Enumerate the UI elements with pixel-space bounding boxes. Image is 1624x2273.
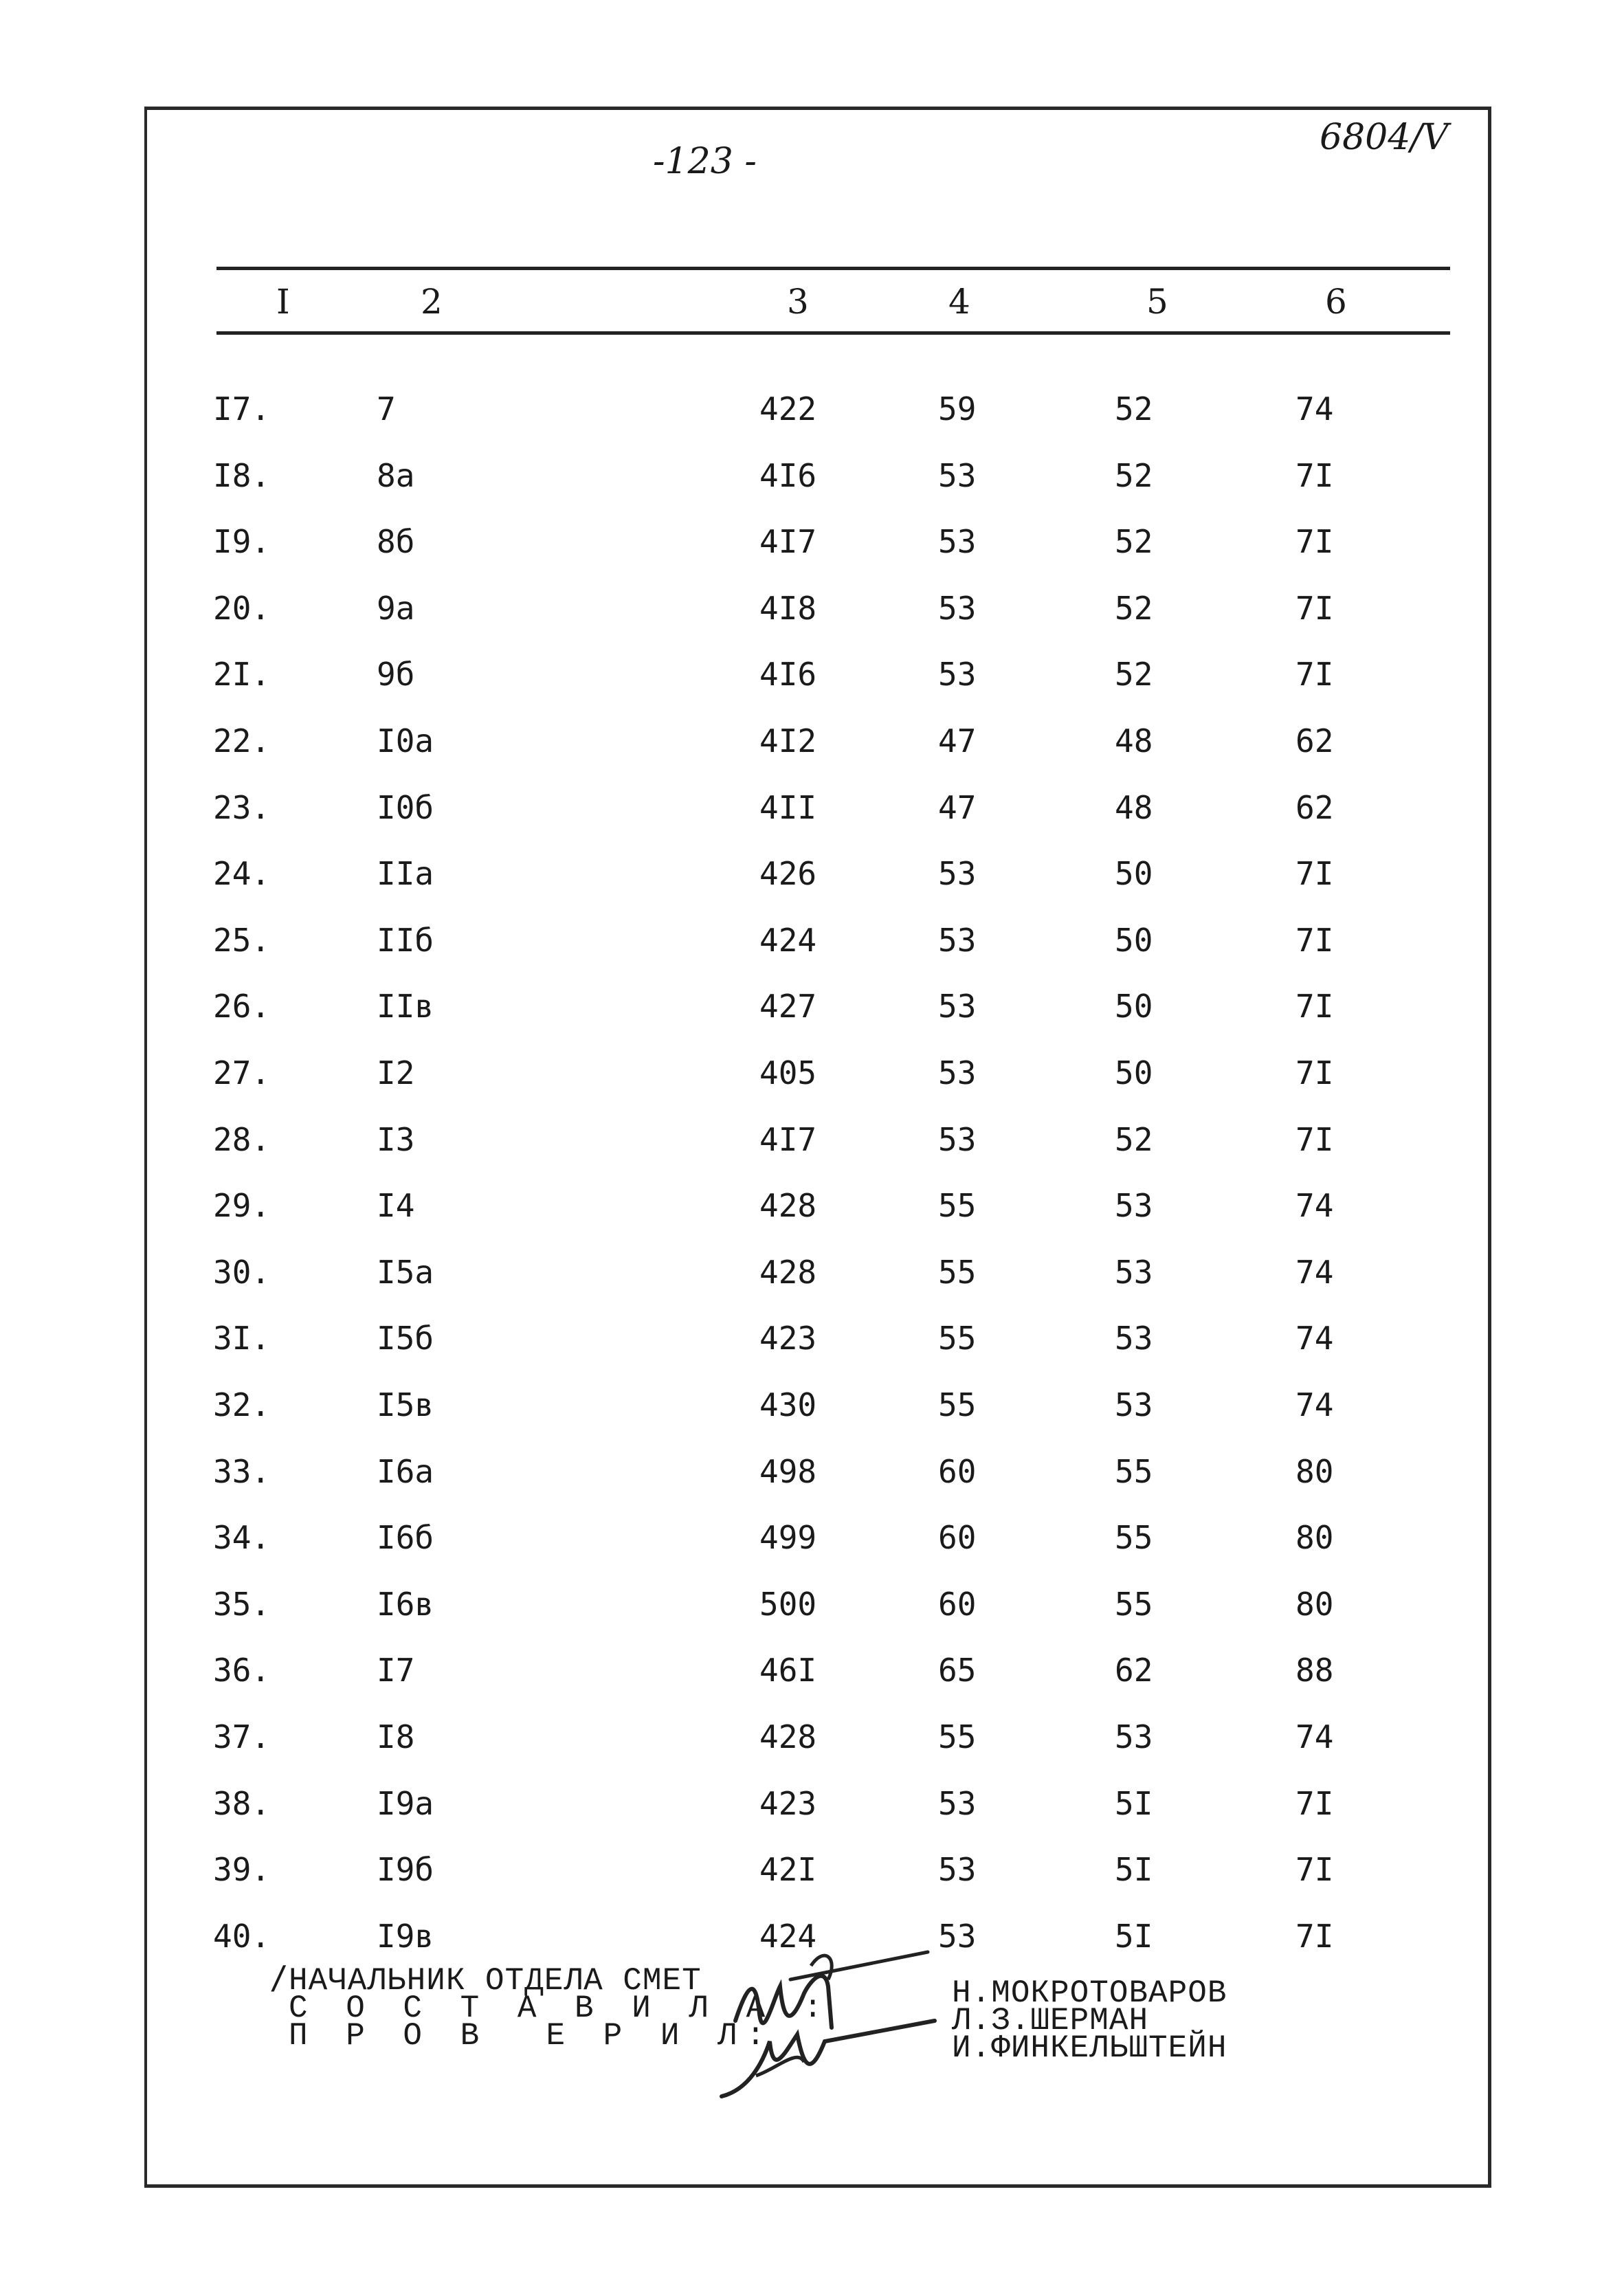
value-col-4: 53 (938, 921, 977, 959)
value-col-4: 55 (938, 1386, 977, 1423)
value-col-4: 53 (938, 1784, 977, 1822)
item-code: 9а (377, 589, 415, 627)
value-col-4: 55 (938, 1253, 977, 1291)
document-code: 6804/Ⅴ (1320, 117, 1449, 158)
value-col-3: 4I8 (759, 589, 817, 627)
value-col-4: 53 (938, 1120, 977, 1158)
table-row (0, 390, 1624, 456)
table-row (0, 590, 1624, 656)
table-row (0, 1519, 1624, 1585)
value-col-6: 7I (1295, 855, 1334, 893)
item-code: I5б (377, 1320, 434, 1357)
row-number: 3I. (213, 1320, 271, 1357)
value-col-3: 422 (759, 390, 817, 428)
table-row (0, 656, 1624, 722)
value-col-5: 48 (1115, 722, 1153, 759)
value-col-6: 7I (1295, 1784, 1334, 1822)
value-col-6: 88 (1295, 1652, 1334, 1689)
value-col-6: 74 (1295, 390, 1334, 428)
value-col-6: 80 (1295, 1585, 1334, 1623)
value-col-6: 62 (1295, 788, 1334, 826)
item-code: I0б (377, 788, 434, 826)
value-col-5: 48 (1115, 788, 1153, 826)
row-number: 34. (213, 1519, 271, 1557)
value-col-6: 7I (1295, 1851, 1334, 1889)
value-col-5: 55 (1115, 1452, 1153, 1490)
table-row (0, 1718, 1624, 1784)
value-col-5: 52 (1115, 456, 1153, 494)
footer-names (952, 1975, 1227, 2066)
value-col-5: 50 (1115, 921, 1153, 959)
value-col-6: 62 (1295, 722, 1334, 759)
value-col-4: 53 (938, 988, 977, 1025)
value-col-5: 53 (1115, 1187, 1153, 1225)
value-col-3: 423 (759, 1784, 817, 1822)
name-mokrotovarov: Н.МОКРОТОВАРОВ (952, 1975, 1227, 2011)
row-number: 28. (213, 1120, 271, 1158)
item-code: I9а (377, 1784, 434, 1822)
row-number: 26. (213, 988, 271, 1025)
row-number: I9. (213, 523, 271, 561)
table-row (0, 457, 1624, 523)
row-number: 30. (213, 1253, 271, 1291)
item-code: I9в (377, 1917, 434, 1955)
row-number: 24. (213, 855, 271, 893)
row-number: 35. (213, 1585, 271, 1623)
value-col-5: 53 (1115, 1253, 1153, 1291)
table-row (0, 1320, 1624, 1386)
role-compiled-by: С О С Т А В И Л А : (289, 1991, 832, 2026)
value-col-4: 60 (938, 1519, 977, 1557)
name-finkelshtein: И.ФИНКЕЛЬШТЕЙН (952, 2030, 1227, 2066)
value-col-4: 53 (938, 589, 977, 627)
item-code: 9б (377, 656, 415, 694)
item-code: IIв (377, 988, 434, 1025)
value-col-6: 7I (1295, 656, 1334, 694)
page-number: -123 - (653, 141, 757, 182)
table-row (0, 1785, 1624, 1851)
item-code: I8 (377, 1718, 415, 1755)
item-code: I2 (377, 1054, 415, 1091)
table-row (0, 1054, 1624, 1120)
value-col-3: 498 (759, 1452, 817, 1490)
value-col-5: 55 (1115, 1519, 1153, 1557)
row-number: 2I. (213, 656, 271, 694)
value-col-3: 46I (759, 1652, 817, 1689)
value-col-6: 7I (1295, 589, 1334, 627)
value-col-6: 7I (1295, 1054, 1334, 1091)
value-col-4: 60 (938, 1585, 977, 1623)
item-code: I3 (377, 1120, 415, 1158)
table-row (0, 855, 1624, 921)
value-col-6: 7I (1295, 988, 1334, 1025)
value-col-3: 428 (759, 1718, 817, 1755)
value-col-4: 65 (938, 1652, 977, 1689)
value-col-5: 5I (1115, 1917, 1153, 1955)
item-code: I0а (377, 722, 434, 759)
value-col-3: 4I7 (759, 1120, 817, 1158)
value-col-5: 5I (1115, 1851, 1153, 1889)
value-col-5: 52 (1115, 523, 1153, 561)
footer-tick-mark: / (269, 1959, 289, 1996)
value-col-6: 7I (1295, 1917, 1334, 1955)
item-code: I6в (377, 1585, 434, 1623)
value-col-6: 7I (1295, 1120, 1334, 1158)
item-code: I5в (377, 1386, 434, 1423)
table-row (0, 722, 1624, 788)
value-col-6: 74 (1295, 1718, 1334, 1755)
table-header-rule (216, 331, 1450, 335)
row-number: 33. (213, 1452, 271, 1490)
item-code: I5а (377, 1253, 434, 1291)
item-code: I9б (377, 1851, 434, 1889)
value-col-5: 52 (1115, 390, 1153, 428)
value-col-6: 74 (1295, 1253, 1334, 1291)
row-number: 23. (213, 788, 271, 826)
value-col-3: 4I6 (759, 456, 817, 494)
row-number: I8. (213, 456, 271, 494)
value-col-4: 53 (938, 656, 977, 694)
value-col-5: 52 (1115, 589, 1153, 627)
value-col-4: 53 (938, 855, 977, 893)
table-top-rule (216, 267, 1450, 270)
column-header-6: 6 (1325, 282, 1347, 322)
value-col-4: 47 (938, 788, 977, 826)
value-col-6: 74 (1295, 1320, 1334, 1357)
value-col-4: 47 (938, 722, 977, 759)
table-row (0, 1851, 1624, 1917)
table-row (0, 789, 1624, 855)
table-row (0, 1254, 1624, 1320)
table-row (0, 1121, 1624, 1187)
column-header-5: 5 (1146, 282, 1168, 322)
row-number: 25. (213, 921, 271, 959)
column-header-4: 4 (948, 282, 970, 322)
row-number: I7. (213, 390, 271, 428)
value-col-3: 430 (759, 1386, 817, 1423)
table-row (0, 988, 1624, 1054)
value-col-6: 74 (1295, 1386, 1334, 1423)
role-head-of-estimates: НАЧАЛЬНИК ОТДЕЛА СМЕТ (289, 1963, 702, 1999)
item-code: 8а (377, 456, 415, 494)
row-number: 39. (213, 1851, 271, 1889)
value-col-3: 424 (759, 921, 817, 959)
value-col-3: 499 (759, 1519, 817, 1557)
row-number: 38. (213, 1784, 271, 1822)
table-row (0, 922, 1624, 988)
value-col-3: 4I2 (759, 722, 817, 759)
value-col-4: 53 (938, 456, 977, 494)
item-code: I4 (377, 1187, 415, 1225)
item-code: I7 (377, 1652, 415, 1689)
item-code: I6а (377, 1452, 434, 1490)
row-number: 27. (213, 1054, 271, 1091)
value-col-6: 80 (1295, 1452, 1334, 1490)
table-row (0, 523, 1624, 589)
value-col-4: 55 (938, 1718, 977, 1755)
value-col-5: 50 (1115, 1054, 1153, 1091)
value-col-4: 60 (938, 1452, 977, 1490)
role-checked-by: П Р О В Е Р И Л: (289, 2018, 775, 2054)
value-col-4: 59 (938, 390, 977, 428)
table-row (0, 1187, 1624, 1253)
value-col-3: 424 (759, 1917, 817, 1955)
handwritten-signature (708, 1938, 955, 2117)
item-code: IIб (377, 921, 434, 959)
value-col-5: 50 (1115, 988, 1153, 1025)
item-code: I6б (377, 1519, 434, 1557)
value-col-5: 5I (1115, 1784, 1153, 1822)
value-col-3: 405 (759, 1054, 817, 1091)
item-code: 8б (377, 523, 415, 561)
item-code: IIа (377, 855, 434, 893)
value-col-5: 53 (1115, 1718, 1153, 1755)
value-col-5: 50 (1115, 855, 1153, 893)
column-header-1: I (276, 282, 290, 322)
value-col-6: 80 (1295, 1519, 1334, 1557)
value-col-4: 55 (938, 1320, 977, 1357)
value-col-4: 53 (938, 523, 977, 561)
row-number: 32. (213, 1386, 271, 1423)
value-col-3: 4I6 (759, 656, 817, 694)
value-col-3: 4I7 (759, 523, 817, 561)
table-row (0, 1386, 1624, 1452)
column-header-2: 2 (421, 282, 443, 322)
value-col-5: 52 (1115, 1120, 1153, 1158)
item-code: 7 (377, 390, 396, 428)
value-col-3: 428 (759, 1253, 817, 1291)
row-number: 37. (213, 1718, 271, 1755)
value-col-6: 7I (1295, 523, 1334, 561)
column-header-3: 3 (787, 282, 809, 322)
row-number: 22. (213, 722, 271, 759)
row-number: 29. (213, 1187, 271, 1225)
value-col-5: 53 (1115, 1386, 1153, 1423)
value-col-3: 427 (759, 988, 817, 1025)
value-col-4: 55 (938, 1187, 977, 1225)
value-col-5: 55 (1115, 1585, 1153, 1623)
table-row (0, 1652, 1624, 1718)
table-row (0, 1453, 1624, 1519)
value-col-3: 500 (759, 1585, 817, 1623)
value-col-3: 4II (759, 788, 817, 826)
table-row (0, 1586, 1624, 1652)
value-col-6: 7I (1295, 456, 1334, 494)
value-col-5: 52 (1115, 656, 1153, 694)
row-number: 36. (213, 1652, 271, 1689)
value-col-3: 42I (759, 1851, 817, 1889)
value-col-5: 53 (1115, 1320, 1153, 1357)
value-col-4: 53 (938, 1054, 977, 1091)
value-col-4: 53 (938, 1917, 977, 1955)
name-sherman: Л.З.ШЕРМАН (952, 2003, 1149, 2039)
row-number: 20. (213, 589, 271, 627)
value-col-5: 62 (1115, 1652, 1153, 1689)
value-col-3: 426 (759, 855, 817, 893)
value-col-6: 7I (1295, 921, 1334, 959)
value-col-4: 53 (938, 1851, 977, 1889)
row-number: 40. (213, 1917, 271, 1955)
value-col-3: 428 (759, 1187, 817, 1225)
value-col-3: 423 (759, 1320, 817, 1357)
value-col-6: 74 (1295, 1187, 1334, 1225)
